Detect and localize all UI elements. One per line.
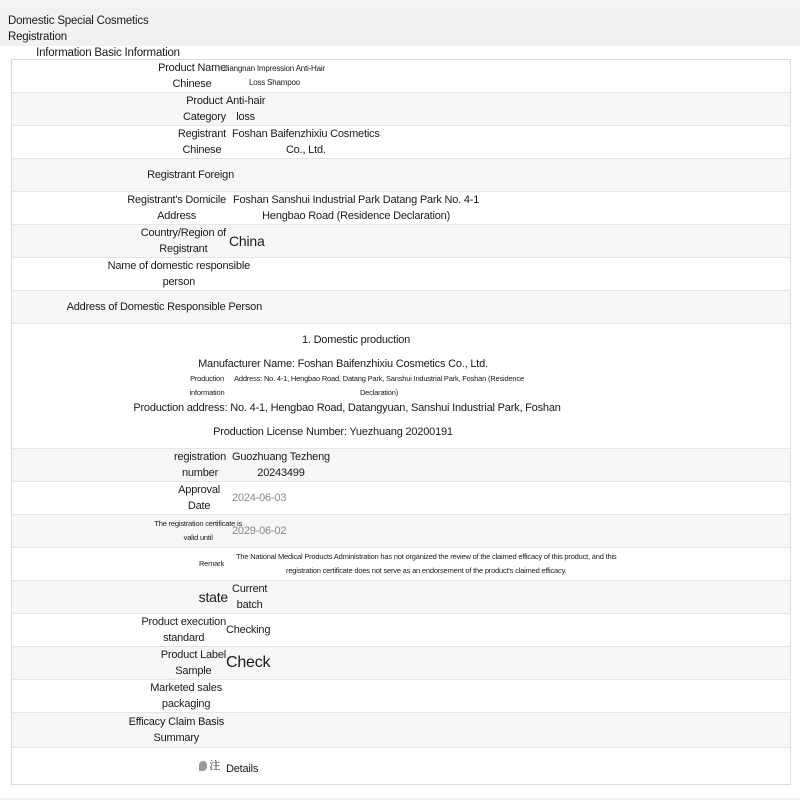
row-label: Name of domestic responsible person bbox=[107, 260, 250, 288]
row-label: state bbox=[198, 589, 228, 605]
row-label: Registrant Chinese bbox=[177, 128, 226, 156]
details-link[interactable]: Details bbox=[226, 763, 259, 775]
production-type: 1. Domestic production bbox=[301, 334, 411, 346]
check-link[interactable]: Check bbox=[226, 654, 271, 671]
row-value: 2029-06-02 bbox=[232, 525, 287, 537]
row-remark bbox=[12, 548, 790, 581]
row-label: Registrant Foreign bbox=[147, 169, 234, 181]
registration-panel bbox=[0, 8, 800, 798]
row-valid-until bbox=[12, 515, 790, 548]
row-value bbox=[226, 713, 790, 747]
row-value bbox=[226, 258, 790, 290]
row-value[interactable] bbox=[226, 748, 790, 784]
manufacturer-name: Manufacturer Name: Foshan Baifenzhixiu Cosmetics Co., Ltd. bbox=[198, 358, 488, 370]
row-value: Current batch bbox=[232, 583, 268, 611]
production-info-label: Production information bbox=[189, 374, 225, 397]
row-domestic-responsible bbox=[12, 258, 790, 291]
row-production-info bbox=[12, 324, 790, 449]
row-value: Foshan Sanshui Industrial Park Datang Park No. 4-1 Hengbao Road (Residence Declaration) bbox=[233, 194, 480, 222]
row-registrant-domicile bbox=[12, 192, 790, 225]
row-domestic-address bbox=[12, 291, 790, 324]
row-label: 注 bbox=[12, 748, 220, 784]
row-country-region bbox=[12, 225, 790, 258]
section-title: Domestic Special Cosmetics Registration Information Basic Information bbox=[8, 15, 180, 59]
row-value: The National Medical Products Administration has not organized the review of the claimed efficacy of this product, and this registration certificate does not serve as an endorsement of the product's claimed efficacy. bbox=[236, 552, 617, 575]
production-license: Production License Number: Yuezhuang 20200191 bbox=[213, 426, 453, 438]
row-marketed-packaging bbox=[12, 680, 790, 713]
row-value: Jiangnan Impression Anti-Hair Loss Shampoo bbox=[224, 64, 325, 87]
row-value: China bbox=[229, 233, 265, 249]
row-registrant-chinese bbox=[12, 126, 790, 159]
row-value bbox=[226, 159, 790, 191]
row-label-sample bbox=[12, 647, 790, 680]
checking-link[interactable]: Checking bbox=[226, 624, 271, 636]
row-registration-number bbox=[12, 449, 790, 482]
manufacturer-address: Address: No. 4-1, Hengbao Road, Datang Park, Sanshui Industrial Park, Foshan (Residence Declaration) bbox=[234, 374, 524, 397]
row-value[interactable] bbox=[226, 614, 790, 646]
row-value: Foshan Baifenzhixiu Cosmetics Co., Ltd. bbox=[232, 128, 380, 156]
row-label: The registration certificate is valid until bbox=[154, 519, 242, 542]
row-execution-standard bbox=[12, 614, 790, 647]
row-label: Product Label Sample bbox=[160, 649, 226, 677]
info-table bbox=[11, 59, 791, 785]
row-value: Guozhuang Tezheng 20243499 bbox=[232, 451, 330, 479]
row-label: Country/Region of Registrant bbox=[140, 227, 226, 255]
row-label: Registrant's Domicile Address bbox=[127, 194, 226, 222]
row-label: Remark bbox=[198, 559, 224, 568]
row-label: registration number bbox=[173, 451, 226, 479]
row-label: Address of Domestic Responsible Person bbox=[66, 301, 262, 313]
row-efficacy-summary bbox=[12, 713, 790, 748]
row-registrant-foreign bbox=[12, 159, 790, 192]
row-value bbox=[226, 680, 790, 712]
row-note bbox=[12, 748, 790, 784]
row-state bbox=[12, 581, 790, 614]
row-label: Product Category bbox=[182, 95, 226, 123]
row-value: 2024-06-03 bbox=[232, 492, 287, 504]
row-value bbox=[226, 291, 790, 323]
row-label: Product Name Chinese bbox=[158, 62, 226, 90]
row-label: Marketed sales packaging bbox=[150, 682, 222, 710]
row-approval-date bbox=[12, 482, 790, 515]
row-label: Efficacy Claim Basis Summary bbox=[128, 716, 224, 744]
production-address: Production address: No. 4-1, Hengbao Road, Datangyuan, Sanshui Industrial Park, Foshan bbox=[133, 402, 561, 414]
row-value[interactable] bbox=[226, 647, 790, 679]
row-value: Anti-hair loss bbox=[226, 95, 266, 123]
pin-icon bbox=[199, 761, 207, 771]
row-label: Product execution standard bbox=[141, 616, 226, 644]
section-header bbox=[0, 8, 800, 59]
row-product-name bbox=[12, 60, 790, 93]
row-label: Approval Date bbox=[178, 484, 220, 512]
row-product-category bbox=[12, 93, 790, 126]
